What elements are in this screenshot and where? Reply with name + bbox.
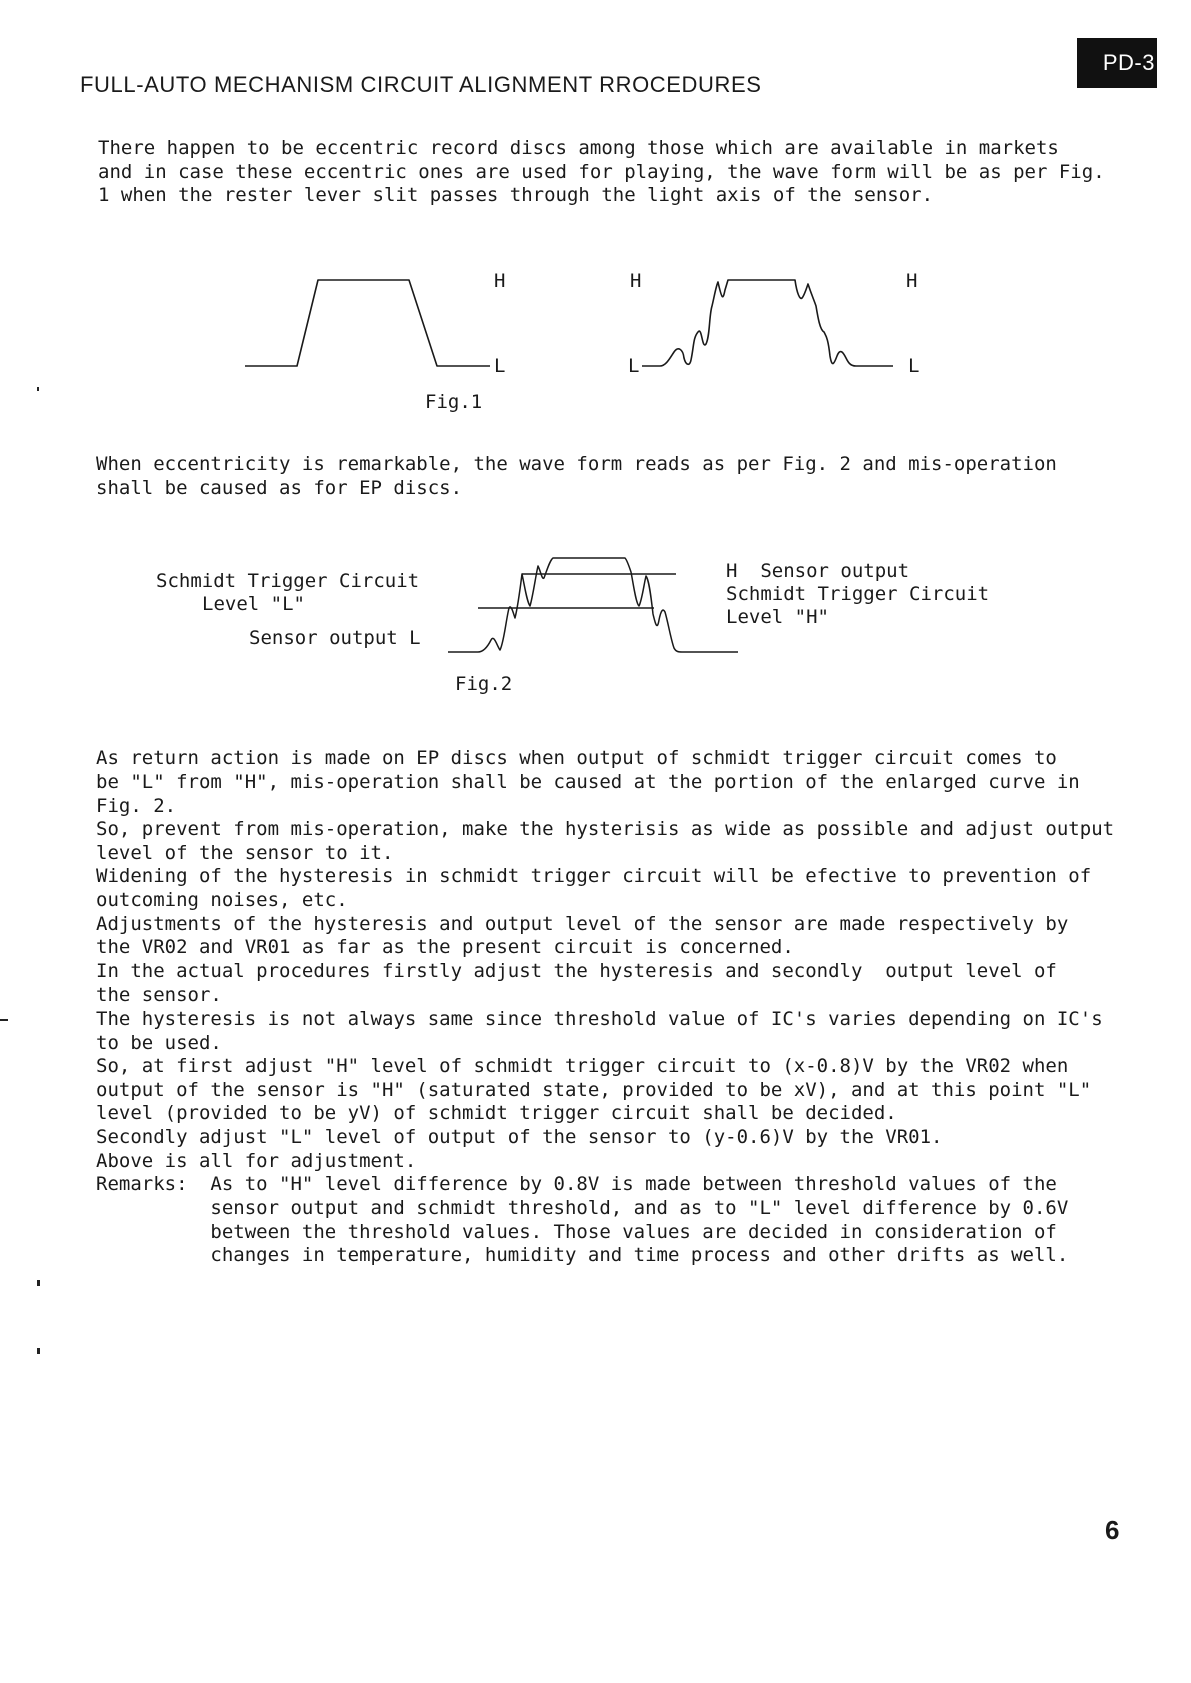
body-line-6: Widening of the hysteresis in schmidt trigger circuit will be efective to prevention of: [96, 865, 1092, 887]
fig1-left-h-label: H: [494, 270, 506, 292]
fig2-left-label-2: Level "L": [202, 593, 305, 615]
fig2-caption: Fig.2: [455, 673, 513, 695]
margin-speck: [37, 1348, 40, 1354]
remarks-line-1: Remarks: As to "H" level difference by 0.8V is made between threshold values of the: [96, 1173, 1057, 1195]
para2-line-1: When eccentricity is remarkable, the wave form reads as per Fig. 2 and mis-operation: [96, 453, 1057, 475]
intro-line-2: and in case these eccentric ones are used for playing, the wave form will be as per Fig.: [98, 160, 1105, 183]
fig1-caption: Fig.1: [425, 391, 483, 413]
intro-line-3: 1 when the rester lever slit passes through the light axis of the sensor.: [98, 184, 934, 206]
body-line-17: Secondly adjust "L" level of output of the sensor to (y-0.6)V by the VR01.: [96, 1126, 943, 1148]
body-line-7: outcoming noises, etc.: [96, 889, 348, 911]
para2-line-2: shall be caused as for EP discs.: [96, 477, 463, 499]
body-line-5: level of the sensor to it.: [96, 842, 394, 864]
body-line-16: level (provided to be yV) of schmidt trigger circuit shall be decided.: [96, 1102, 897, 1124]
remarks-line-4: changes in temperature, humidity and time process and other drifts as well.: [96, 1244, 1069, 1266]
page-title: FULL-AUTO MECHANISM CIRCUIT ALIGNMENT RROCEDURES: [80, 72, 762, 97]
body-line-18: Above is all for adjustment.: [96, 1150, 417, 1172]
fig2-left-label-1: Schmidt Trigger Circuit: [156, 570, 420, 592]
body-line-12: The hysteresis is not always same since threshold value of IC's varies depending on IC's: [96, 1008, 1103, 1030]
fig1-right-h-left-label: H: [630, 270, 642, 292]
fig1-right-l-left-label: L: [628, 355, 640, 377]
remarks-line-3: between the threshold values. Those values are decided in consideration of: [96, 1221, 1057, 1243]
remarks-line-2: sensor output and schmidt threshold, and as to "L" level difference by 0.6V: [96, 1197, 1069, 1219]
fig2-right-label-3: Level "H": [726, 606, 829, 628]
body-line-10: In the actual procedures firstly adjust the hysteresis and secondly output level of: [96, 960, 1057, 982]
margin-speck: [37, 387, 39, 391]
body-line-4: So, prevent from mis-operation, make the hysterisis as wide as possible and adjust output: [96, 818, 1115, 840]
body-line-3: Fig. 2.: [96, 795, 177, 817]
intro-line-1: There happen to be eccentric record discs among those which are available in markets: [98, 137, 1059, 159]
fig2-right-label-2: Schmidt Trigger Circuit: [726, 583, 990, 605]
body-line-15: output of the sensor is "H" (saturated state, provided to be xV), and at this point "L": [96, 1079, 1092, 1101]
body-line-1: As return action is made on EP discs when output of schmidt trigger circuit comes to: [96, 747, 1057, 769]
fig1-right-l-right-label: L: [908, 355, 920, 377]
margin-speck: [0, 1019, 8, 1021]
body-line-14: So, at first adjust "H" level of schmidt trigger circuit to (x-0.8)V by the VR02 when: [96, 1055, 1069, 1077]
body-line-11: the sensor.: [96, 984, 222, 1006]
fig1-left-l-label: L: [494, 355, 506, 377]
fig2-right-label-1: H Sensor output: [726, 560, 910, 582]
body-line-13: to be used.: [96, 1032, 222, 1054]
body-line-9: the VR02 and VR01 as far as the present circuit is concerned.: [96, 936, 794, 958]
fig2-sensor-wave: [448, 558, 738, 652]
page-number: 6: [1105, 1515, 1120, 1545]
page-tab: PD-3: [1077, 38, 1157, 88]
fig2-left-label-3: Sensor output L: [249, 627, 421, 649]
body-line-2: be "L" from "H", mis-operation shall be caused at the portion of the enlarged curve in: [96, 771, 1080, 793]
body-line-8: Adjustments of the hysteresis and output level of the sensor are made respectively by: [96, 913, 1069, 935]
margin-speck: [37, 1280, 40, 1286]
fig1-right-h-right-label: H: [906, 270, 918, 292]
